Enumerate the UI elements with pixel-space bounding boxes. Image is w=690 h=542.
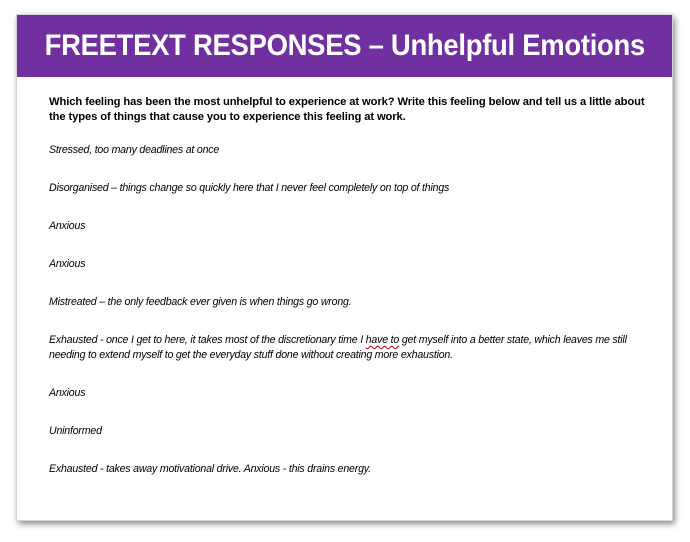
slide-content — [49, 95, 649, 500]
title-banner — [17, 15, 672, 77]
response-item: Anxious — [49, 258, 86, 270]
response-item: Stressed, too many deadlines at once — [49, 144, 220, 156]
response-item: Exhausted - takes away motivational drive. Anxious - this drains energy. — [49, 463, 371, 475]
survey-question: Which feeling has been the most unhelpful to experience at work? Write this feeling below and tell us a little about the types of things that cause you to experience this feeling at work. — [49, 96, 645, 123]
slide — [16, 14, 673, 521]
response-item — [49, 333, 649, 363]
response-list — [49, 143, 649, 477]
response-item: Uninformed — [49, 425, 102, 437]
response-item: Anxious — [49, 387, 86, 399]
response-item: Anxious — [49, 220, 86, 232]
response-item: Mistreated – the only feedback ever given is when things go wrong. — [49, 296, 352, 308]
slide-title: FREETEXT RESPONSES – Unhelpful Emotions — [44, 29, 645, 62]
response-item: Disorganised – things change so quickly here that I never feel completely on top of things — [49, 182, 450, 194]
response-text: Exhausted - once I get to here, it takes most of the discretionary time I — [49, 334, 366, 346]
spellcheck-flagged-text: have to — [365, 334, 400, 346]
response-text: get myself into a better state, which leaves me still needing to extend myself to get the everyday stuff done without creating more exhaustion. — [49, 334, 627, 361]
